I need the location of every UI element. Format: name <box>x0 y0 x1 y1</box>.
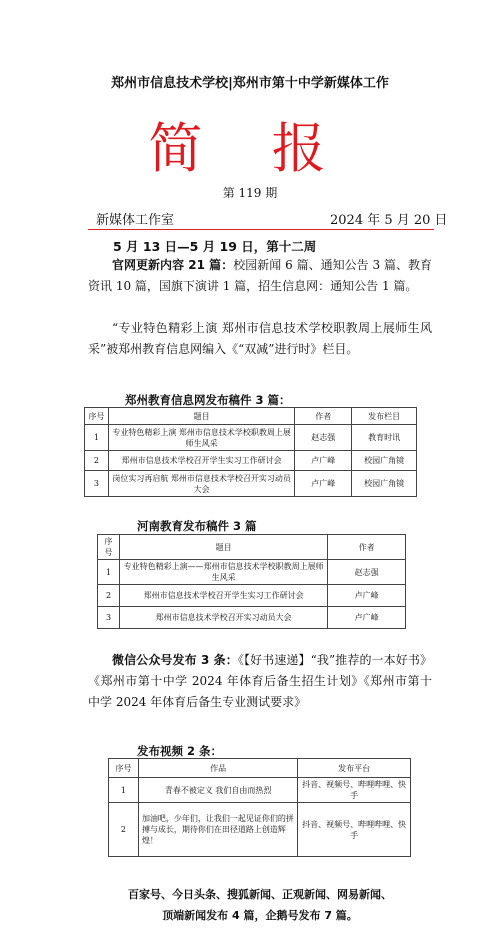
wechat-paragraph <box>88 650 432 713</box>
table-cell: 卢广峰 <box>295 451 352 471</box>
table-cell: 3 <box>98 607 120 629</box>
table-cell: 2 <box>109 803 139 857</box>
table-cell: 郑州市信息技术学校召开学生实习工作研讨会 <box>119 585 327 607</box>
table3-header: 发布平台 <box>298 759 411 778</box>
table-cell: 赵志强 <box>295 425 352 451</box>
table1-heading: 郑州教育信息网发布稿件 3 篇： <box>125 393 291 407</box>
platforms-paragraph <box>88 884 432 926</box>
red-divider <box>88 229 434 230</box>
table-row <box>85 451 417 471</box>
table2-header: 序号 <box>98 535 120 560</box>
table-row <box>98 607 406 629</box>
table-cell: 1 <box>109 778 139 803</box>
table-cell: 2 <box>98 585 120 607</box>
table-cell: 1 <box>98 560 120 585</box>
table-cell: 郑州市信息技术学校召开实习动员大会 <box>119 607 327 629</box>
table-cell: 1 <box>85 425 109 451</box>
table3-header: 序号 <box>109 759 139 778</box>
table-cell: 校园广角镜 <box>352 451 417 471</box>
org-line: 郑州市信息技术学校|郑州市第十中学新媒体工作 <box>111 76 389 91</box>
table1-header: 序号 <box>85 408 109 425</box>
table3-header: 作品 <box>138 759 297 778</box>
table-cell: 青春不被定义 我们自由而热烈 <box>138 778 297 803</box>
wechat-text: 《【好书速递】“我”推荐的一本好书》《郑州市第十中学 2024 年体育后备生招生计划》《郑州市第十中学 2024 年体育后备生专业测试要求》 <box>88 653 432 709</box>
table-cell: 加油吧，少年们，让我们一起见证你们的拼搏与成长，期待你们在田径道路上创造辉煌！ <box>138 803 297 857</box>
table-cell: 教育时讯 <box>352 425 417 451</box>
platforms-line-2: 顶端新闻发布 4 篇，企鹅号发布 7 篇。 <box>162 909 358 922</box>
table-cell: 3 <box>85 471 109 497</box>
table1-header: 作者 <box>295 408 352 425</box>
table-cell: 郑州市信息技术学校召开学生实习工作研讨会 <box>108 451 294 471</box>
wechat-lead: 微信公众号发布 3 条： <box>112 653 238 667</box>
table-cell: 校园广角镜 <box>352 471 417 497</box>
table-cell: 专业特色精彩上演——郑州市信息技术学校职教周上展师生风采 <box>119 560 327 585</box>
table-cell: 卢广峰 <box>295 471 352 497</box>
table1-header: 题目 <box>108 408 294 425</box>
table-row <box>109 803 411 857</box>
week-range: 5 月 13 日—5 月 19 日，第十二周 <box>113 239 317 254</box>
table3-heading: 发布视频 2 条： <box>137 744 223 758</box>
table-row <box>98 585 406 607</box>
table-zzedu <box>84 407 417 497</box>
table-cell: 卢广峰 <box>328 585 406 607</box>
table-row <box>85 471 417 497</box>
website-paragraph <box>88 255 432 297</box>
table2-heading: 河南教育发布稿件 3 篇 <box>137 519 257 533</box>
table1-header: 发布栏目 <box>352 408 417 425</box>
table-cell: 专业特色精彩上演 郑州市信息技术学校职教周上展师生风采 <box>108 425 294 451</box>
feature-paragraph: “专业特色精彩上演 郑州市信息技术学校职教周上展师生风采”被郑州教育信息网编入《“双减”进行时》栏目。 <box>88 321 432 356</box>
table-cell: 2 <box>85 451 109 471</box>
table2-header: 题目 <box>119 535 327 560</box>
table-cell: 抖音、视频号、哔哩哔哩、快手 <box>298 778 411 803</box>
website-lead: 官网更新内容 21 篇： <box>112 258 234 272</box>
report-title: 简 报 <box>148 117 352 180</box>
table-cell: 抖音、视频号、哔哩哔哩、快手 <box>298 803 411 857</box>
table2-header: 作者 <box>328 535 406 560</box>
table-videos <box>108 758 411 857</box>
office-name: 新媒体工作室 <box>96 213 175 228</box>
platforms-line-1: 百家号、今日头条、搜狐新闻、正观新闻、网易新闻、 <box>128 888 392 901</box>
table-cell: 岗位实习再启航 郑州市信息技术学校召开实习动员大会 <box>108 471 294 497</box>
table-cell: 赵志强 <box>328 560 406 585</box>
table-row <box>98 560 406 585</box>
report-date: 2024 年 5 月 20 日 <box>330 213 448 228</box>
website-text: 校园新闻 6 篇、通知公告 3 篇、教育资讯 10 篇，国旗下演讲 1 篇，招生信息网：通知公告 1 篇。 <box>88 258 433 293</box>
table-row <box>85 425 417 451</box>
table-henan-edu <box>97 534 406 629</box>
table-row <box>109 778 411 803</box>
table-cell: 卢广峰 <box>328 607 406 629</box>
issue-number: 第 119 期 <box>222 186 278 200</box>
